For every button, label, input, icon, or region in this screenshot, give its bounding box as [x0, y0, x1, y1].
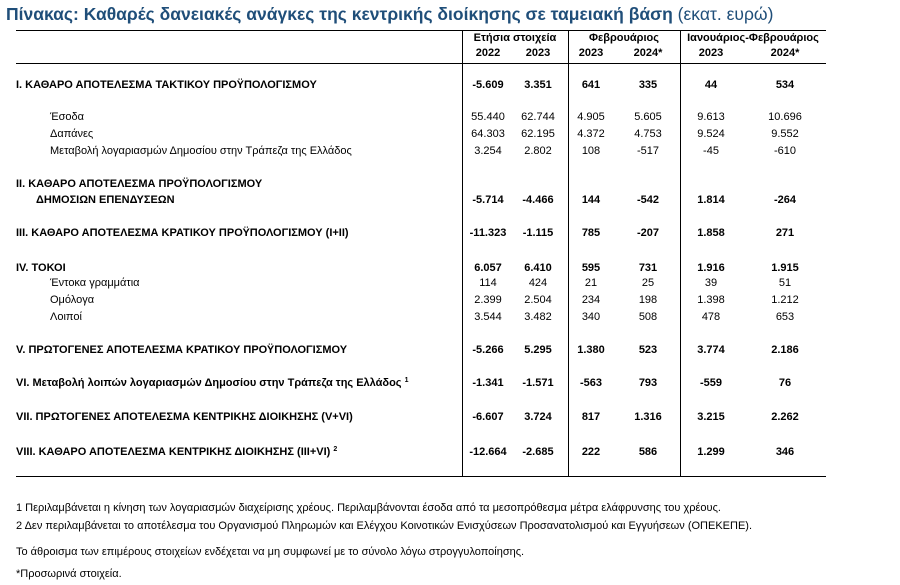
- table-row: [0, 227, 900, 243]
- column-group-february: Φεβρουάριος: [589, 32, 659, 44]
- table-row: [0, 145, 900, 161]
- cell-value: 3.482: [524, 311, 552, 323]
- cell-value: 3.724: [524, 411, 552, 423]
- cell-value: 523: [638, 344, 658, 356]
- row-label: Λοιποί: [50, 311, 82, 323]
- cell-value: 3.254: [474, 145, 502, 157]
- footnote-1: 1 Περιλαμβάνεται η κίνηση των λογαριασμών διαχείρισης χρέους. Περιλαμβάνονται έσοδα από τα μεσοπρόθεσμα μέτρα ελάφρυνσης του χρέους.: [16, 502, 721, 514]
- table-title-text: Πίνακας: Καθαρές δανειακές ανάγκες της κεντρικής διοίκησης σε ταμειακή βάση: [6, 4, 673, 24]
- cell-value: -559: [699, 377, 723, 389]
- cell-value: 3.215: [697, 411, 725, 423]
- cell-value: 2.504: [524, 294, 552, 306]
- cell-value: 2.399: [474, 294, 502, 306]
- footnote-marker: 2: [333, 446, 338, 453]
- cell-value: 6.410: [524, 262, 552, 274]
- cell-value: -610: [773, 145, 797, 157]
- cell-value: 1.299: [697, 446, 725, 458]
- cell-value: -5.266: [472, 344, 504, 356]
- cell-value: -517: [636, 145, 660, 157]
- footnote-provisional: *Προσωρινά στοιχεία.: [16, 568, 122, 580]
- row-label: I. ΚΑΘΑΡΟ ΑΠΟΤΕΛΕΣΜΑ ΤΑΚΤΙΚΟΥ ΠΡΟΫΠΟΛΟΓΙΣΜΟΥ: [16, 79, 317, 91]
- cell-value: 641: [581, 79, 601, 91]
- column-divider-3: [680, 30, 681, 476]
- row-label: Έντοκα γραμμάτια: [50, 277, 140, 289]
- cell-value: 44: [704, 79, 718, 91]
- header-rule: [16, 63, 826, 64]
- cell-value: -207: [636, 227, 660, 239]
- year-header: 2023: [698, 47, 724, 59]
- table-row: [0, 377, 900, 393]
- cell-value: 9.524: [697, 128, 725, 140]
- table-row: [0, 294, 900, 310]
- column-group-jan-feb: Ιανουάριος-Φεβρουάριος: [687, 32, 819, 44]
- cell-value: 2.186: [771, 344, 799, 356]
- row-label: VII. ΠΡΩΤΟΓΕΝΕΣ ΑΠΟΤΕΛΕΣΜΑ ΚΕΝΤΡΙΚΗΣ ΔΙΟΙΚΗΣΗΣ (V+VI): [16, 411, 353, 423]
- row-label: Δαπάνες: [50, 128, 94, 140]
- cell-value: 10.696: [768, 111, 802, 123]
- row-label: III. ΚΑΘΑΡΟ ΑΠΟΤΕΛΕΣΜΑ ΚΡΑΤΙΚΟΥ ΠΡΟΫΠΟΛΟΓΙΣΜΟΥ (I+II): [16, 227, 349, 239]
- cell-value: 64.303: [471, 128, 505, 140]
- cell-value: 9.613: [697, 111, 725, 123]
- cell-value: 586: [638, 446, 658, 458]
- year-header: 2022: [475, 47, 501, 59]
- table-title-unit: (εκατ. ευρώ): [677, 4, 774, 24]
- row-label: VIII. ΚΑΘΑΡΟ ΑΠΟΤΕΛΕΣΜΑ ΚΕΝΤΡΙΚΗΣ ΔΙΟΙΚΗΣΗΣ (III+VI) $^2$: [16, 446, 338, 458]
- cell-value: 1.915: [771, 262, 799, 274]
- cell-value: 198: [638, 294, 658, 306]
- table-title: [6, 4, 896, 25]
- row-label: Μεταβολή λογαριασμών Δημοσίου στην Τράπεζα της Ελλάδος: [50, 145, 352, 157]
- cell-value: 424: [528, 277, 548, 289]
- table-row: [0, 344, 900, 360]
- table-row: [0, 446, 900, 462]
- year-header: 2023: [525, 47, 551, 59]
- row-label: VI. Μεταβολή λοιπών λογαριασμών Δημοσίου στην Τράπεζα της Ελλάδος $^1$: [16, 377, 409, 389]
- cell-value: 4.753: [634, 128, 662, 140]
- cell-value: -4.466: [522, 194, 554, 206]
- cell-value: 2.262: [771, 411, 799, 423]
- cell-value: 1.916: [697, 262, 725, 274]
- cell-value: 346: [775, 446, 795, 458]
- cell-value: 234: [581, 294, 601, 306]
- cell-value: 1.380: [577, 344, 605, 356]
- top-rule: [16, 30, 826, 31]
- year-header: 2023: [578, 47, 604, 59]
- cell-value: -45: [703, 145, 719, 157]
- cell-value: -11.323: [469, 227, 507, 239]
- cell-value: 2.802: [524, 145, 552, 157]
- cell-value: -264: [773, 194, 797, 206]
- cell-value: 144: [581, 194, 601, 206]
- cell-value: 4.905: [577, 111, 605, 123]
- cell-value: 340: [581, 311, 601, 323]
- cell-value: 76: [778, 377, 792, 389]
- footnote-marker: 1: [404, 377, 409, 384]
- cell-value: 51: [778, 277, 792, 289]
- cell-value: -12.664: [469, 446, 507, 458]
- table-row: [0, 194, 900, 210]
- cell-value: 271: [775, 227, 795, 239]
- table-row: [0, 178, 900, 194]
- row-label: V. ΠΡΩΤΟΓΕΝΕΣ ΑΠΟΤΕΛΕΣΜΑ ΚΡΑΤΙΚΟΥ ΠΡΟΫΠΟΛΟΓΙΣΜΟΥ: [16, 344, 348, 356]
- row-label: ΔΗΜΟΣΙΩΝ ΕΠΕΝΔΥΣΕΩΝ: [36, 194, 175, 206]
- row-label: Ομόλογα: [50, 294, 95, 306]
- cell-value: 25: [641, 277, 655, 289]
- cell-value: -563: [579, 377, 603, 389]
- cell-value: 1.858: [697, 227, 725, 239]
- cell-value: -1.571: [522, 377, 554, 389]
- bottom-rule: [16, 476, 826, 477]
- cell-value: 3.774: [697, 344, 725, 356]
- cell-value: -542: [636, 194, 660, 206]
- cell-value: 62.744: [521, 111, 555, 123]
- table-row: [0, 262, 900, 278]
- cell-value: 3.544: [474, 311, 502, 323]
- footnote-2: 2 Δεν περιλαμβάνεται το αποτέλεσμα του Οργανισμού Πληρωμών και Ελέγχου Κοινοτικών Ενισχύσεων Προσανατολισμού και Εγγυήσεων (ΟΠΕΚΕΠΕ).: [16, 520, 753, 532]
- cell-value: 5.295: [524, 344, 552, 356]
- cell-value: 62.195: [521, 128, 555, 140]
- cell-value: 1.212: [771, 294, 799, 306]
- cell-value: 817: [581, 411, 601, 423]
- row-label: Έσοδα: [50, 111, 85, 123]
- cell-value: -5.609: [472, 79, 504, 91]
- table-row: [0, 79, 900, 95]
- cell-value: 335: [638, 79, 658, 91]
- cell-value: -1.115: [522, 227, 554, 239]
- cell-value: 534: [775, 79, 795, 91]
- cell-value: 6.057: [474, 262, 502, 274]
- cell-value: 785: [581, 227, 601, 239]
- table-row: [0, 411, 900, 427]
- cell-value: 9.552: [771, 128, 799, 140]
- cell-value: 3.351: [524, 79, 552, 91]
- table-row: [0, 128, 900, 144]
- cell-value: 55.440: [471, 111, 505, 123]
- year-header: 2024*: [770, 47, 800, 59]
- cell-value: 5.605: [634, 111, 662, 123]
- cell-value: 731: [638, 262, 658, 274]
- cell-value: 653: [775, 311, 795, 323]
- cell-value: 1.398: [697, 294, 725, 306]
- cell-value: 1.316: [634, 411, 662, 423]
- cell-value: 4.372: [577, 128, 605, 140]
- row-label: II. ΚΑΘΑΡΟ ΑΠΟΤΕΛΕΣΜΑ ΠΡΟΫΠΟΛΟΓΙΣΜΟΥ: [16, 178, 263, 190]
- cell-value: 508: [638, 311, 658, 323]
- cell-value: 793: [638, 377, 658, 389]
- footnote-rounding: Το άθροισμα των επιμέρους στοιχείων ενδέχεται να μη συμφωνεί με το σύνολο λόγω στρογγυλοποίησης.: [16, 546, 525, 558]
- cell-value: -2.685: [522, 446, 554, 458]
- column-divider-1: [462, 30, 463, 476]
- cell-value: -1.341: [472, 377, 504, 389]
- cell-value: -6.607: [472, 411, 504, 423]
- row-label: IV. ΤΟΚΟΙ: [16, 262, 66, 274]
- cell-value: 108: [581, 145, 601, 157]
- cell-value: 21: [584, 277, 598, 289]
- cell-value: 114: [479, 277, 497, 289]
- cell-value: 39: [704, 277, 718, 289]
- cell-value: 222: [581, 446, 601, 458]
- column-group-annual: Ετήσια στοιχεία: [473, 32, 557, 44]
- cell-value: 1.814: [697, 194, 725, 206]
- year-header: 2024*: [633, 47, 663, 59]
- table-row: [0, 311, 900, 327]
- column-divider-2: [568, 30, 569, 476]
- cell-value: 478: [701, 311, 721, 323]
- cell-value: 595: [581, 262, 601, 274]
- table-row: [0, 277, 900, 293]
- cell-value: -5.714: [472, 194, 504, 206]
- table-row: [0, 111, 900, 127]
